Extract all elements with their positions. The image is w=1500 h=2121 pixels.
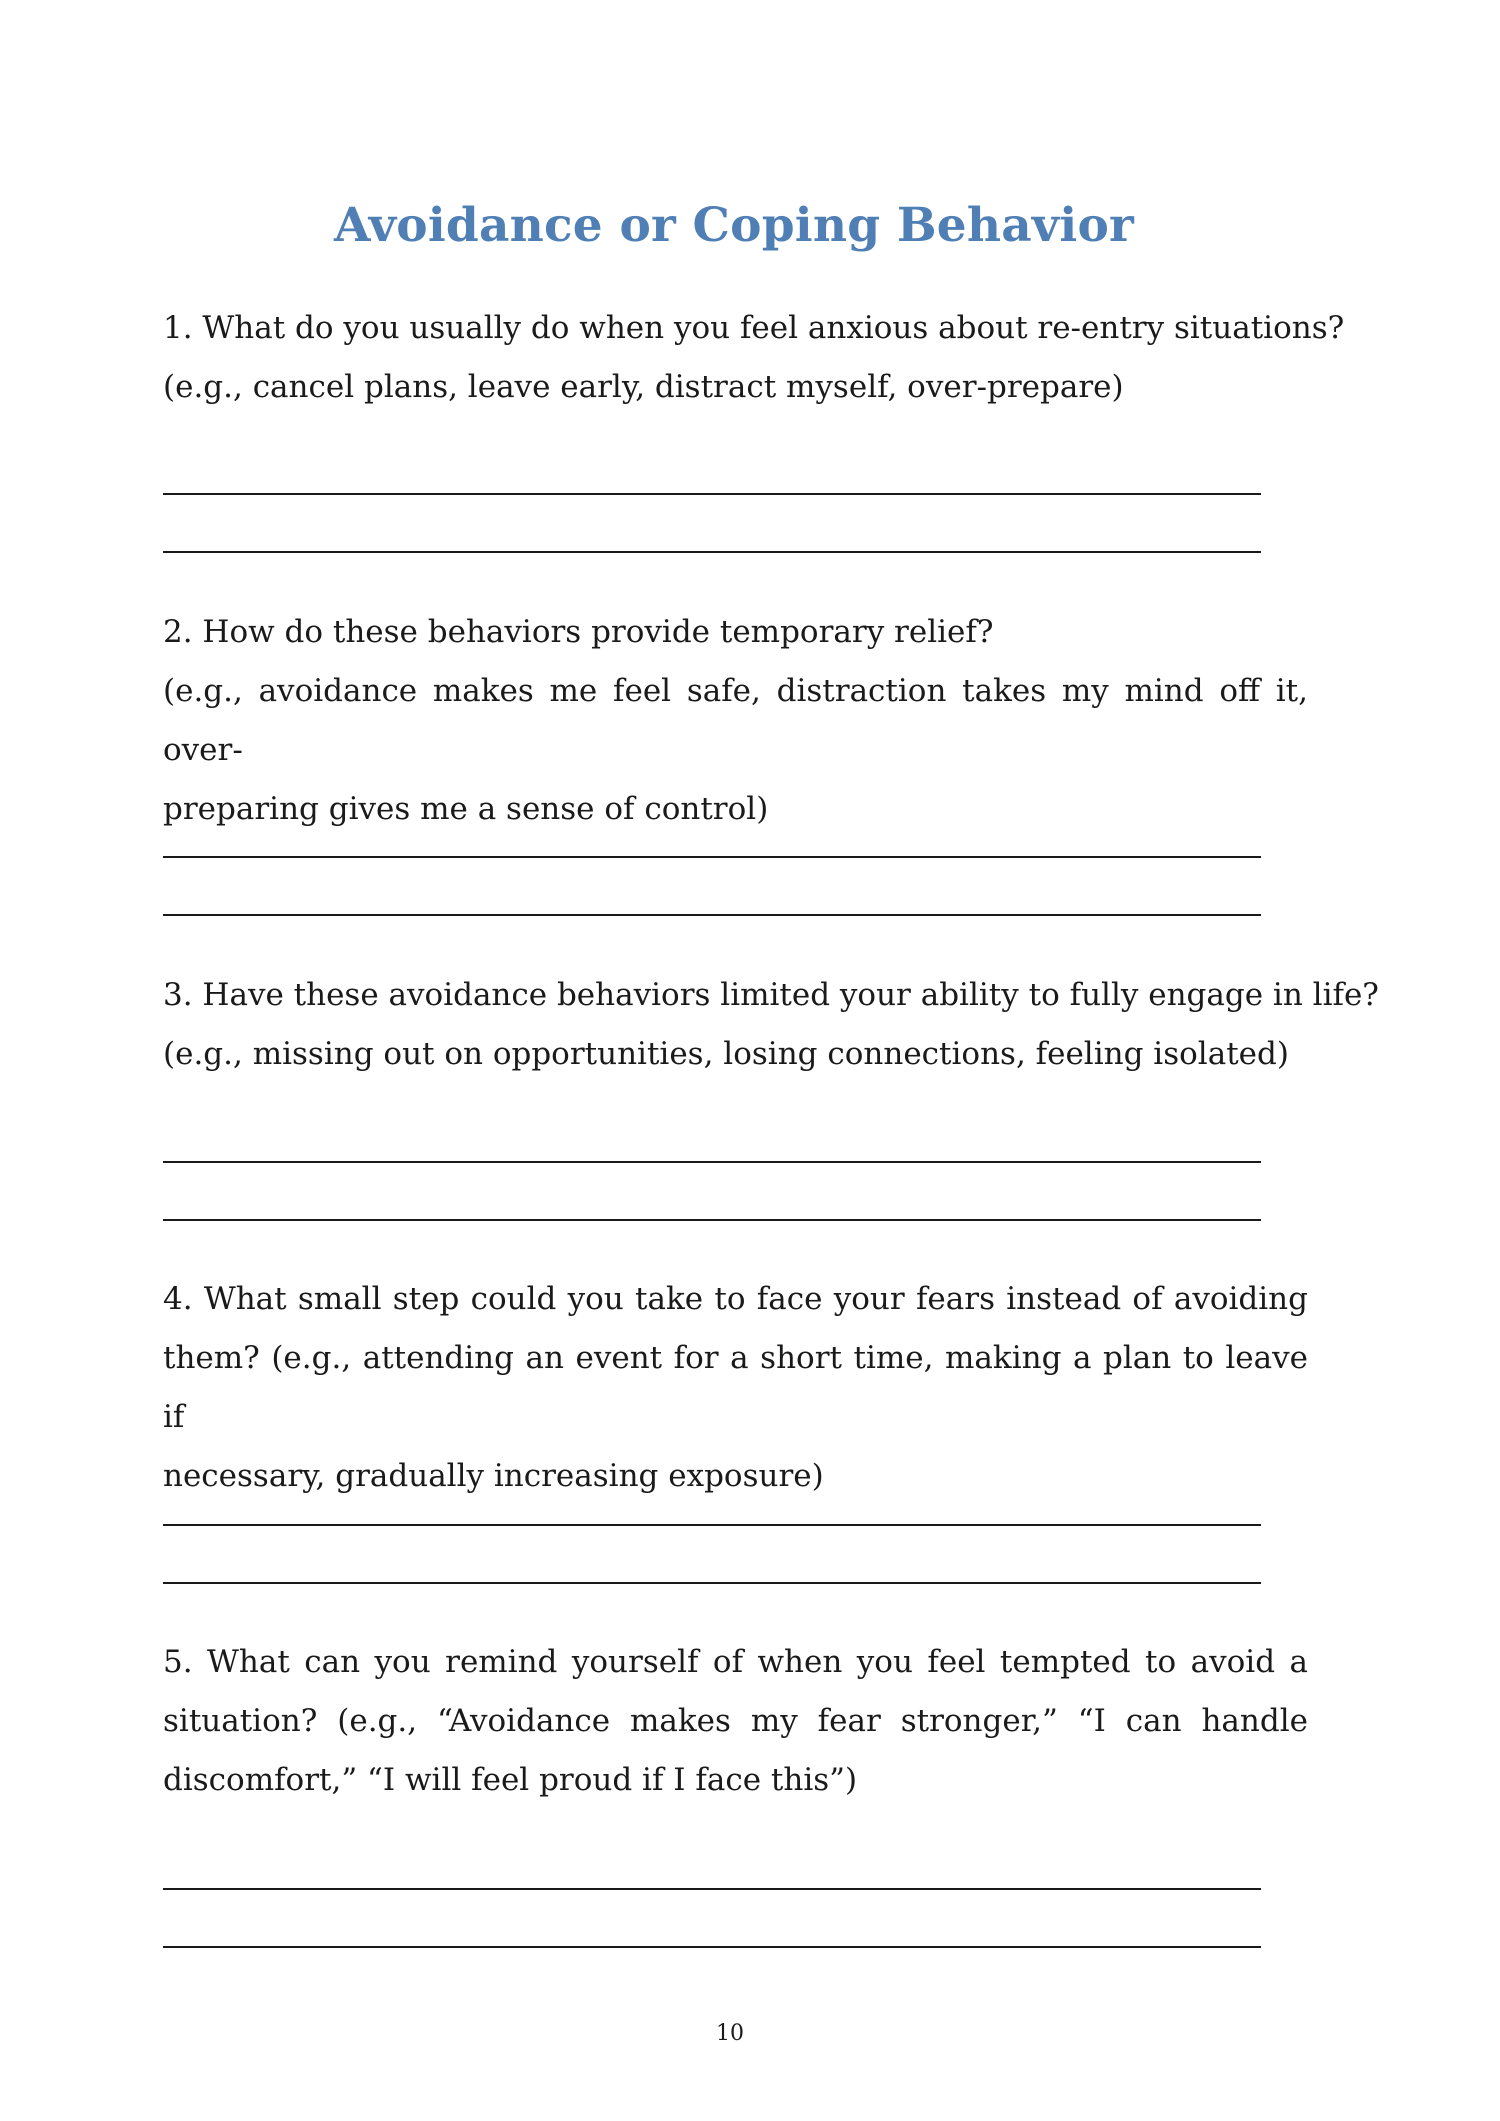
- answer-line-2a[interactable]: [163, 856, 1261, 858]
- answer-line-3a[interactable]: [163, 1161, 1261, 1163]
- question-1: [163, 299, 1345, 417]
- question-4-line-3: necessary, gradually increasing exposure): [163, 1458, 824, 1494]
- question-2-line-1: 2. How do these behaviors provide temporary relief?: [163, 614, 994, 650]
- answer-line-4b[interactable]: [163, 1582, 1261, 1584]
- question-4-line-1: 4. What small step could you take to face your fears instead of avoiding: [163, 1281, 1308, 1317]
- question-2: [163, 603, 1308, 839]
- question-5-line-2: situation? (e.g., “Avoidance makes my fear stronger,” “I can handle: [163, 1703, 1308, 1739]
- answer-line-2b[interactable]: [163, 914, 1261, 916]
- question-3-line-2: (e.g., missing out on opportunities, losing connections, feeling isolated): [163, 1036, 1289, 1072]
- page-title: Avoidance or Coping Behavior: [334, 198, 1134, 253]
- answer-line-1a[interactable]: [163, 493, 1261, 495]
- question-3-line-1: 3. Have these avoidance behaviors limited your ability to fully engage in life?: [163, 977, 1379, 1013]
- question-4-line-2: them? (e.g., attending an event for a short time, making a plan to leave if: [163, 1340, 1308, 1435]
- answer-line-1b[interactable]: [163, 551, 1261, 553]
- question-1-line-2: (e.g., cancel plans, leave early, distract myself, over-prepare): [163, 369, 1124, 405]
- question-5-line-1: 5. What can you remind yourself of when you feel tempted to avoid a: [163, 1644, 1308, 1680]
- question-3: [163, 966, 1379, 1084]
- question-2-line-2: (e.g., avoidance makes me feel safe, distraction takes my mind off it, over-: [163, 673, 1308, 768]
- answer-line-5a[interactable]: [163, 1888, 1261, 1890]
- page-number: 10: [716, 2021, 744, 2046]
- question-5-line-3: discomfort,” “I will feel proud if I face this”): [163, 1762, 858, 1798]
- question-2-line-3: preparing gives me a sense of control): [163, 791, 769, 827]
- question-5: [163, 1633, 1308, 1810]
- answer-line-3b[interactable]: [163, 1219, 1261, 1221]
- question-4: [163, 1270, 1308, 1506]
- question-1-line-1: 1. What do you usually do when you feel anxious about re-entry situations?: [163, 310, 1345, 346]
- answer-line-4a[interactable]: [163, 1524, 1261, 1526]
- answer-line-5b[interactable]: [163, 1946, 1261, 1948]
